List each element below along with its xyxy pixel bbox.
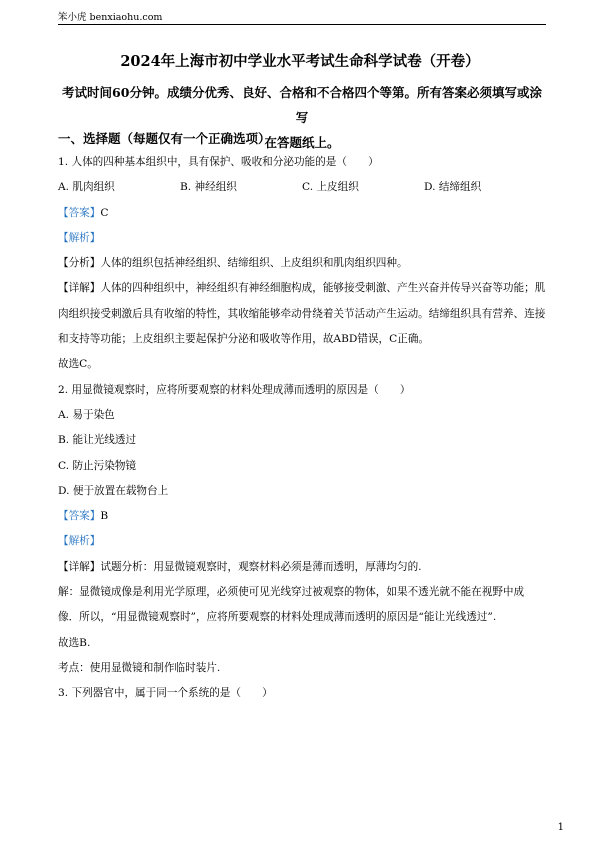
q2-jie-2: 像．所以，“用显微镜观察时”，应将所要观察的材料处理成薄而透明的原因是“能让光线透过”. [58,611,497,624]
section-heading: 一、选择题（每题仅有一个正确选项） [58,131,271,146]
q1-answer [58,201,546,226]
q2-jiexi [58,529,546,554]
jiexi-tag: 【解析】 [58,535,101,548]
q2-conclusion: 故选B. [58,636,91,649]
q1-answer-value: C [100,206,109,219]
q1-xiangjie-2: 肉组织接受刺激后具有收缩的特性，其收缩能够牵动骨绕着关节活动产生运动。结缔组织具有营养、连接 [58,307,546,320]
site-header: 笨小虎 benxiaohu.com [58,12,163,23]
q1-options [58,175,546,200]
q1-xiangjie-1 [58,276,546,301]
q1-option-c: C. 上皮组织 [302,181,359,194]
q3-stem: 3. 下列器官中，属于同一个系统的是（ ） [58,687,273,700]
page-number: 1 [557,822,564,833]
q2-option-b: B. 能让光线透过 [58,434,137,447]
q2-stem: 2. 用显微镜观察时，应将所要观察的材料处理成薄而透明的原因是（ ） [58,383,411,396]
q2-jie-1: 解：显微镜成像是利用光学原理，必须使可见光线穿过被观察的物体，如果不透光就不能在视野中成 [58,586,525,599]
page-title: 2024年上海市初中学业水平考试生命科学试卷（开卷） [120,53,480,70]
q2-option-d: D. 便于放置在载物台上 [58,484,169,497]
fenxi-tag: 【分析】 [58,257,101,270]
q1-xiangjie-3: 和支持等功能；上皮组织主要起保护分泌和吸收等作用，故ABD错误，C正确。 [58,333,430,346]
instructions-line-1: 考试时间60分钟。成绩分优秀、良好、合格和不合格四个等第。所有答案必须填写或涂写 [62,85,542,125]
q1-fenxi-text: 人体的组织包括神经组织、结缔组织、上皮组织和肌肉组织四种。 [100,257,408,270]
q1-option-b: B. 神经组织 [180,181,237,194]
q1-conclusion: 故选C。 [58,358,98,371]
header-rule [58,24,546,25]
q1-xiangjie-text-1: 人体的四种组织中，神经组织有神经细胞构成，能够接受刺激、产生兴奋并传导兴奋等功能；肌 [100,282,546,295]
xiangjie-tag: 【详解】 [58,560,101,573]
q2-xiangjie-text: 试题分析：用显微镜观察时，观察材料必须是薄而透明，厚薄均匀的. [100,560,422,573]
instructions-line-2: 在答题纸上。 [264,135,340,150]
q1-option-a: A. 肌肉组织 [58,181,115,194]
q2-answer [58,504,546,529]
q1-stem: 1. 人体的四种基本组织中，具有保护、吸收和分泌功能的是（ ） [58,156,379,168]
q1-fenxi [58,251,546,276]
q2-option-a: A. 易于染色 [58,408,115,421]
jiexi-tag: 【解析】 [58,231,101,244]
q2-answer-value: B [100,510,109,523]
question-content [58,150,546,707]
q1-option-d: D. 结缔组织 [424,181,482,194]
q2-option-c: C. 防止污染物镜 [58,459,137,472]
q2-xiangjie [58,555,546,580]
answer-tag: 【答案】 [58,206,101,219]
q2-kaodian: 考点：使用显微镜和制作临时装片. [58,661,221,674]
q1-jiexi [58,226,546,251]
xiangjie-tag: 【详解】 [58,282,101,295]
answer-tag: 【答案】 [58,510,101,523]
